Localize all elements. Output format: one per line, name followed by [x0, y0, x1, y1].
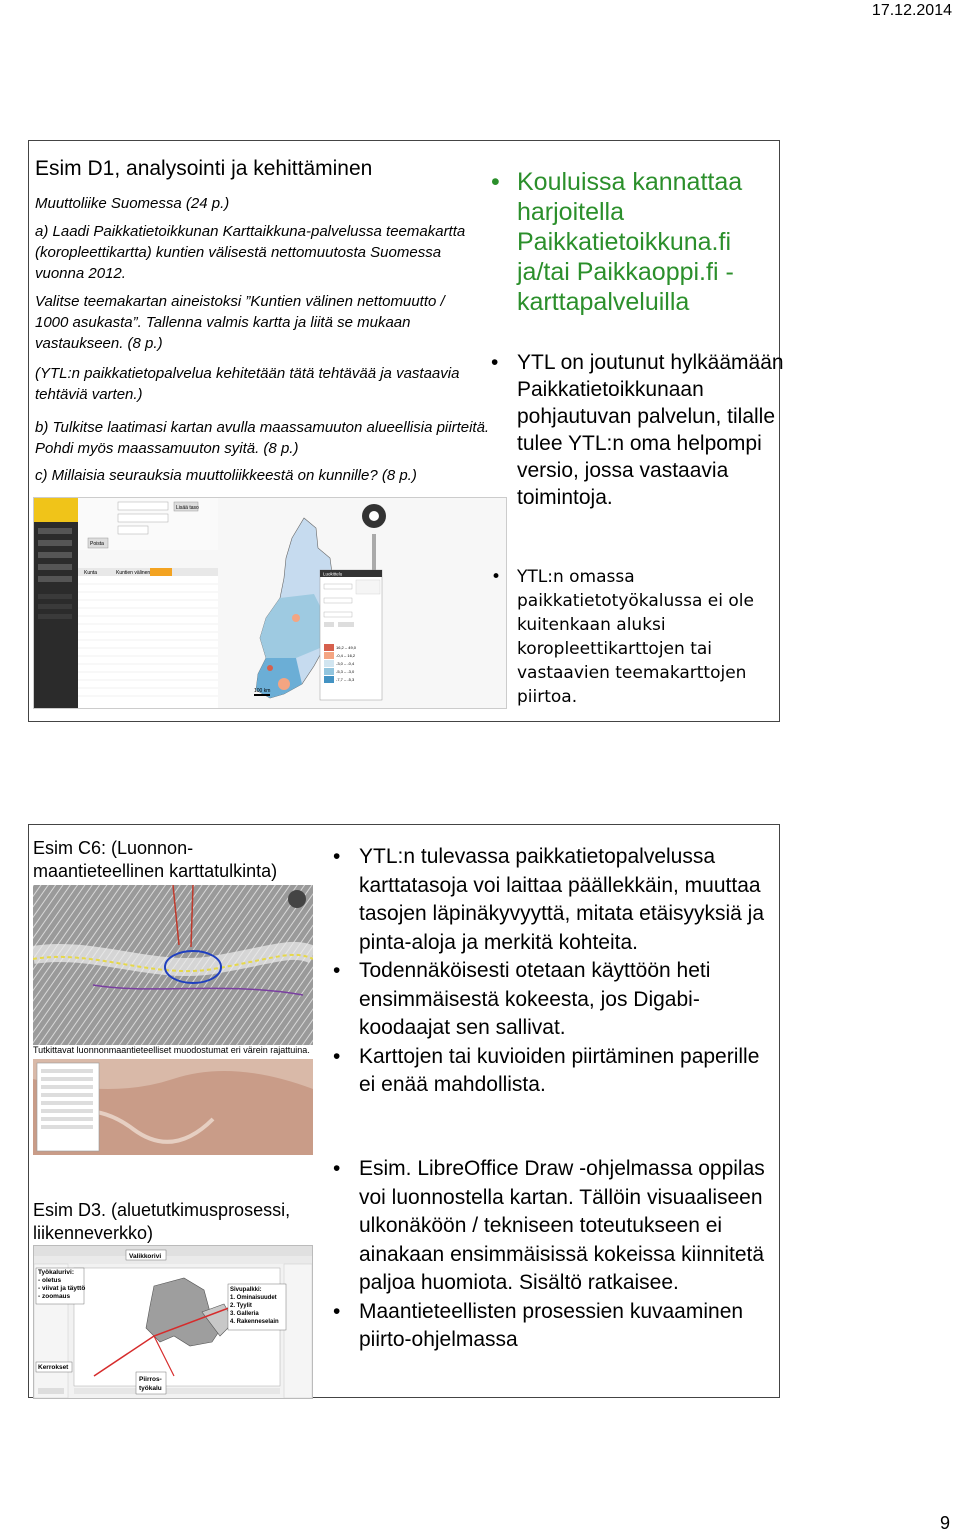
- slide-title: Esim D1, analysointi ja kehittäminen: [35, 157, 373, 180]
- task-b: b) Tulkitse laatimasi kartan avulla maassamuuton alueellisia piirteitä. Pohdi myös maassamuuton syitä. (8 p.): [35, 419, 490, 457]
- draw-graphic: [34, 1246, 312, 1398]
- legend-value: 16,2 – 49,0: [336, 645, 357, 650]
- bullet-text: YTL on joutunut hylkäämään Paikkatietoikkunaan pohjautuvan palvelun, tilalle tulee YTL:n oma helpompi versio, jossa vastaavia toimintoja.: [517, 351, 784, 509]
- task-a: a) Laadi Paikkatietoikkunan Karttaikkuna-palvelussa teemakartta (koropleettikartta) kuntien välisestä nettomuutosta Suomessa vuonna 2012.: [35, 223, 466, 282]
- legend-title: Luokittelu: [323, 571, 343, 577]
- task-a-instructions: Valitse teemakartan aineistoksi ”Kuntien välinen nettomuutto / 1000 asukasta”. Tallenna valmis kartta ja liitä se mukaan vastaukseen. (8 p.): [35, 293, 445, 352]
- slide-title-c6: Esim C6: (Luonnon-maantieteellinen karttatulkinta): [33, 838, 278, 881]
- table-col2: Kuntien välinen: [116, 570, 151, 576]
- header-date: 17.12.2014: [871, 2, 952, 19]
- relief-map-image: [33, 885, 313, 1045]
- bullet-text: Esim. LibreOffice Draw -ohjelmassa oppilas voi luonnostella kartan. Tällöin visuaaliseen ulkonäköön / tekniseen toteutukseen ei ainakaan ensimmäisissä kokeissa kiinnitetä paljoa huomiota. Sisältö ratkaisee.: [359, 1157, 765, 1294]
- bullet-text: Todennäköisesti otetaan käyttöön heti ensimmäisestä kokeesta, jos Digabi-koodaajat sen sallivat.: [359, 959, 711, 1039]
- paikkatietoikkuna-screenshot: [33, 497, 507, 709]
- task-c: c) Millaisia seurauksia muuttoliikkeestä on kunnille? (8 p.): [35, 467, 417, 484]
- libreoffice-draw-screenshot: [33, 1245, 313, 1399]
- legend-value: -5,3 – -3,0: [336, 669, 355, 674]
- draw-label-draw: Piirros-työkalu: [139, 1376, 162, 1392]
- list-item: • YTL on joutunut hylkäämään Paikkatietoikkunaan pohjautuvan palvelun, tilalle tulee YTL:n oma helpompi versio, jossa vastaavia toimintoja.: [491, 351, 784, 509]
- table-col1: Kunta: [84, 570, 98, 576]
- list-item: • Esim. LibreOffice Draw -ohjelmassa oppilas voi luonnostella kartan. Tällöin visuaaliseen ulkonäköön / tekniseen toteutukseen ei ainakaan ensimmäisissä kokeissa kiinnitetä paljoa huomiota. Sisältö ratkaisee.: [333, 1157, 765, 1294]
- screenshot-graphic: [34, 498, 506, 708]
- bullet-text: Maantieteellisten prosessien kuvaaminen piirto-ohjelmassa: [359, 1299, 744, 1351]
- bullet-text: Kouluissa kannattaa harjoitella Paikkatietoikkuna.fi ja/tai Paikkaoppi.fi -karttapalveluilla: [517, 168, 743, 316]
- list-item: • Karttojen tai kuvioiden piirtäminen paperille ei enää mahdollista.: [333, 1044, 760, 1096]
- list-item: • YTL:n omassa paikkatietotyökalussa ei ole kuitenkaan aluksi koropleettikarttojen tai vastaavien teemakarttojen piirtoa.: [491, 567, 754, 707]
- bullet-list-d3: [331, 1155, 771, 1355]
- map-service-screenshot: [33, 1059, 313, 1155]
- legend-value: -7,7 – -5,3: [336, 677, 355, 682]
- bullet-list-c6: [331, 843, 771, 1100]
- bullet-list-3: [489, 565, 789, 709]
- draw-label-sidebar: Sivupalkki: 1. Ominaisuudet 2. Tyylit 3. Galleria 4. Rakenneselain: [230, 1287, 279, 1325]
- legend-value: -0,4 – 16,2: [336, 653, 356, 658]
- draw-label-menu: Valikkorivi: [129, 1253, 162, 1260]
- relief-graphic: [33, 885, 313, 1045]
- page-number: 9: [939, 1513, 950, 1533]
- map-scale: 100 km: [254, 688, 271, 694]
- bullet-text: YTL:n tulevassa paikkatietopalvelussa karttatasoja voi laittaa päällekkäin, muuttaa tasojen läpinäkyvyyttä, mitata etäisyyksiä ja pinta-aloja ja merkitä kohteita.: [359, 845, 765, 954]
- slide-c6-d3: [28, 824, 780, 1398]
- list-item: • Maantieteellisten prosessien kuvaaminen piirto-ohjelmassa: [333, 1299, 744, 1351]
- draw-label-tools: Työkalurivi: - oletus - viivat ja täyttö - zoomaus: [38, 1269, 86, 1300]
- slide-title-d3: Esim D3. (aluetutkimusprosessi, liikenneverkko): [33, 1200, 291, 1243]
- relief-caption: Tutkittavat luonnonmaantieteelliset muodostumat eri värein rajattuina.: [33, 1045, 313, 1057]
- bullet-list-1: [489, 167, 789, 317]
- list-item: • Kouluissa kannattaa harjoitella Paikkatietoikkuna.fi ja/tai Paikkaoppi.fi -karttapalveluilla: [491, 168, 743, 316]
- list-item: • YTL:n tulevassa paikkatietopalvelussa karttatasoja voi laittaa päällekkäin, muuttaa tasojen läpinäkyvyyttä, mitata etäisyyksiä ja pinta-aloja ja merkitä kohteita.: [333, 845, 765, 954]
- list-item: • Todennäköisesti otetaan käyttöön heti ensimmäisestä kokeesta, jos Digabi-koodaajat sen sallivat.: [333, 959, 711, 1039]
- ytl-note: (YTL:n paikkatietopalvelua kehitetään tätä tehtävää ja vastaavia tehtäviä varten.): [35, 365, 460, 403]
- toolbar-btn2-label: Poista: [90, 541, 104, 547]
- bullet-text: Karttojen tai kuvioiden piirtäminen paperille ei enää mahdollista.: [359, 1044, 760, 1096]
- bullet-text: YTL:n omassa paikkatietotyökalussa ei ole kuitenkaan aluksi koropleettikarttojen tai vastaavien teemakarttojen piirtoa.: [517, 567, 754, 707]
- map-service-graphic: [33, 1059, 313, 1155]
- bullet-list-2: [489, 349, 789, 511]
- slide-d1: [28, 140, 784, 722]
- toolbar-btn1-label: Lisää taso: [176, 505, 199, 511]
- draw-label-layers: Kerrokset: [38, 1364, 69, 1371]
- slide-subtitle: Muuttoliike Suomessa (24 p.): [35, 195, 230, 212]
- legend-value: -3,0 – -0,4: [336, 661, 355, 666]
